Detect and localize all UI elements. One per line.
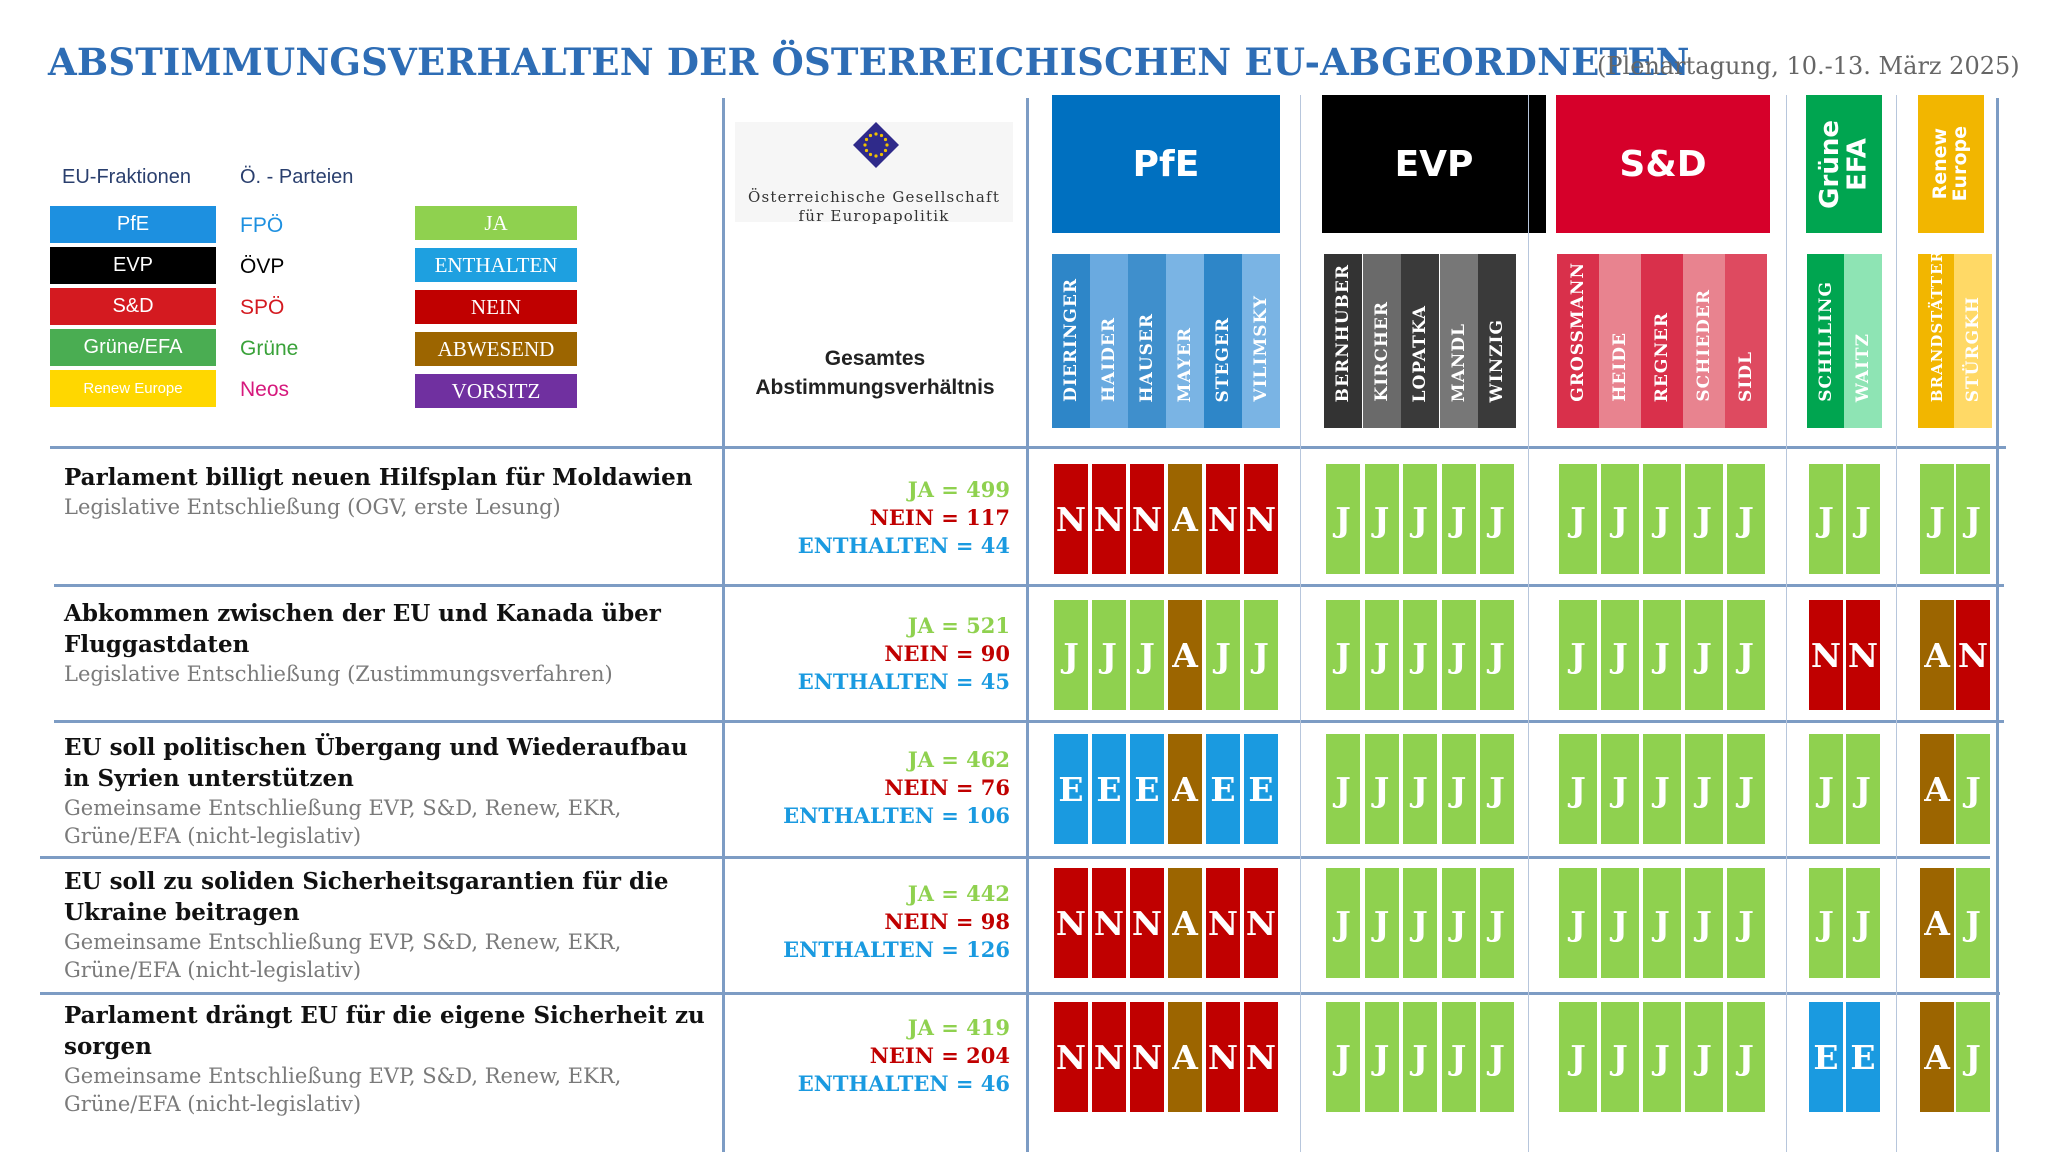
vote-cell: J [1401,732,1439,846]
column-divider [722,98,725,1152]
vote-cell: J [1641,732,1683,846]
vote-cell: J [1807,462,1845,576]
group-header-label: EVP [1394,143,1474,185]
vote-cell: N [1807,598,1845,712]
member-header-hauser [1128,254,1166,428]
vote-cell: N [1204,462,1242,576]
vote-cell: E [1204,732,1242,846]
member-name: MAYER [1175,326,1195,402]
logo-text [735,188,1013,226]
vote-cell: A [1166,462,1204,576]
overall-result-header-line-2: Abstimmungsverhältnis [755,376,995,399]
tally-enthalten: ENTHALTEN = 46 [797,1071,1010,1096]
column-divider [1026,98,1029,1152]
overall-result-header [725,344,1025,402]
vote-cell: J [1440,462,1478,576]
legend-faction-s-d: S&D [50,288,216,325]
group-divider [1528,95,1529,1152]
vote-cell: J [1363,866,1401,980]
vote-cell: J [1725,462,1767,576]
legend-parties-header: Ö. - Parteien [240,166,354,188]
agenda-item-3 [64,732,714,850]
member-header-schieder [1683,254,1725,428]
vote-cell: N [1052,866,1090,980]
vote-cell: E [1090,732,1128,846]
vote-cell: J [1440,866,1478,980]
vote-cell: J [1324,1000,1362,1114]
group-header-label: PfE [1132,143,1200,185]
legend-factions-header: EU-Fraktionen [62,166,191,188]
vote-cell: J [1807,866,1845,980]
vote-cell: N [1204,1000,1242,1114]
vote-cell: J [1599,598,1641,712]
vote-tally-5 [740,1014,1010,1098]
vote-cell: N [1090,462,1128,576]
member-name: HAIDER [1099,316,1119,402]
vote-cell: N [1242,1000,1280,1114]
vote-cell: J [1683,866,1725,980]
member-header-brandsttter [1918,248,1956,428]
vote-cell: J [1683,1000,1725,1114]
member-name: GROSSMANN [1568,262,1588,402]
vote-cell: J [1683,598,1725,712]
vote-tally-3 [740,746,1010,830]
legend-vote-abwesend: ABWESEND [415,332,577,366]
agenda-item-subtitle: Gemeinsame Entschließung EVP, S&D, Renew, EKR, Grüne/EFA (nicht-legislativ) [64,930,622,982]
vote-cell: N [1128,462,1166,576]
vote-cell: J [1557,1000,1599,1114]
member-header-sidl [1725,254,1767,428]
vote-cell: J [1954,462,1992,576]
vote-cell: J [1641,866,1683,980]
member-header-kircher [1363,254,1401,428]
tally-ja: JA = 499 [907,477,1010,502]
member-name: STEGER [1213,316,1233,402]
tally-enthalten: ENTHALTEN = 45 [797,669,1010,694]
member-name: DIERINGER [1061,278,1081,402]
member-name: SCHILLING [1816,281,1836,402]
member-header-dieringer [1052,254,1090,428]
vote-cell: A [1918,598,1956,712]
agenda-item-2 [64,598,714,688]
vote-cell: A [1918,732,1956,846]
vote-cell: E [1807,1000,1845,1114]
member-header-regner [1641,254,1683,428]
vote-cell: J [1954,1000,1992,1114]
agenda-item-5 [64,1000,714,1118]
member-name: SIDL [1736,351,1756,402]
member-name: HEIDE [1610,332,1630,402]
vote-cell: J [1954,732,1992,846]
vote-cell: J [1683,732,1725,846]
row-divider [40,856,1990,859]
legend-vote-enthalten: ENTHALTEN [415,248,577,282]
agenda-item-title: EU soll politischen Übergang und Wiederaufbau in Syrien unterstützen [64,734,688,792]
tally-enthalten: ENTHALTEN = 44 [797,533,1010,558]
vote-cell: N [1954,598,1992,712]
vote-cell: J [1363,598,1401,712]
vote-tally-1 [740,476,1010,560]
legend-party-1: FPÖ [240,214,284,237]
member-header-vilimsky [1242,254,1280,428]
vote-cell: J [1478,462,1516,576]
vote-cell: J [1128,598,1166,712]
group-header-renew-europe [1918,95,1984,233]
vote-cell: E [1052,732,1090,846]
page-subtitle: (Plenartagung, 10.-13. März 2025) [1597,52,2020,80]
group-header-pfe [1052,95,1280,233]
legend-faction-pfe: PfE [50,206,216,243]
vote-cell: J [1324,866,1362,980]
member-header-strgkh [1954,254,1992,428]
vote-cell: J [1683,462,1725,576]
vote-cell: J [1401,598,1439,712]
legend-vote-ja: JA [415,206,577,240]
agenda-item-subtitle: Legislative Entschließung (Zustimmungsverfahren) [64,662,613,686]
member-header-grossmann [1557,254,1599,428]
member-name: STÜRGKH [1963,295,1983,402]
vote-cell: J [1401,462,1439,576]
page-title: ABSTIMMUNGSVERHALTEN DER ÖSTERREICHISCHEN EU-ABGEORDNETEN [48,40,1690,84]
member-name: SCHIEDER [1694,289,1714,402]
vote-cell: N [1128,866,1166,980]
agenda-item-title: Parlament drängt EU für die eigene Sicherheit zu sorgen [64,1002,705,1060]
vote-cell: J [1725,598,1767,712]
vote-cell: J [1478,866,1516,980]
vote-cell: A [1166,732,1204,846]
overall-result-header-line-1: Gesamtes [824,347,926,370]
member-name: BRANDSTÄTTER [1928,248,1946,402]
tally-ja: JA = 462 [907,747,1010,772]
row-divider [54,584,2004,587]
tally-ja: JA = 419 [907,1015,1010,1040]
vote-cell: J [1954,866,1992,980]
member-header-haider [1090,254,1128,428]
vote-cell: J [1844,462,1882,576]
group-header-label: Renew Europe [1929,126,1971,202]
vote-cell: E [1844,1000,1882,1114]
group-header-s-d [1556,95,1770,233]
vote-cell: N [1204,866,1242,980]
vote-cell: A [1166,1000,1204,1114]
tally-nein: NEIN = 98 [884,909,1010,934]
vote-cell: J [1440,1000,1478,1114]
legend-party-3: SPÖ [240,296,285,319]
tally-nein: NEIN = 90 [884,641,1010,666]
group-header-gr-ne-efa [1806,95,1882,233]
member-header-steger [1204,254,1242,428]
row-divider [40,992,2000,995]
vote-cell: J [1725,732,1767,846]
vote-cell: N [1128,1000,1166,1114]
legend-party-5: Neos [240,378,290,401]
vote-tally-2 [740,612,1010,696]
group-header-label: S&D [1619,143,1707,185]
row-divider [54,720,2004,723]
group-divider [1896,95,1897,1152]
vote-cell: J [1599,462,1641,576]
vote-cell: J [1363,1000,1401,1114]
logo-line-1: Österreichische Gesellschaft [747,188,1001,206]
agenda-item-title: EU soll zu soliden Sicherheitsgarantien für die Ukraine beitragen [64,868,669,926]
vote-cell: J [1641,462,1683,576]
legend-faction-renew-europe: Renew Europe [50,370,216,407]
vote-cell: J [1478,598,1516,712]
vote-cell: E [1242,732,1280,846]
vote-cell: J [1557,598,1599,712]
vote-cell: N [1090,1000,1128,1114]
vote-cell: J [1557,732,1599,846]
vote-cell: J [1844,866,1882,980]
vote-cell: A [1918,1000,1956,1114]
vote-cell: J [1242,598,1280,712]
member-header-heide [1599,254,1641,428]
vote-cell: N [1052,1000,1090,1114]
tally-nein: NEIN = 204 [869,1043,1010,1068]
member-name: KIRCHER [1371,301,1392,402]
vote-cell: J [1324,598,1362,712]
member-name: MANDL [1448,322,1469,402]
member-header-lopatka [1401,254,1439,428]
legend-faction-evp: EVP [50,247,216,284]
legend-faction-gr-ne-efa: Grüne/EFA [50,329,216,366]
vote-cell: N [1242,462,1280,576]
member-header-mayer [1166,254,1204,428]
member-name: REGNER [1652,311,1672,402]
tally-ja: JA = 442 [907,881,1010,906]
agenda-item-subtitle: Gemeinsame Entschließung EVP, S&D, Renew, EKR, Grüne/EFA (nicht-legislativ) [64,1064,622,1116]
member-header-mandl [1440,254,1478,428]
vote-cell: J [1725,1000,1767,1114]
tally-ja: JA = 521 [907,613,1010,638]
tally-enthalten: ENTHALTEN = 106 [783,803,1010,828]
eu-flag-icon [853,122,899,168]
vote-cell: J [1641,1000,1683,1114]
vote-cell: J [1557,866,1599,980]
vote-cell: A [1918,866,1956,980]
member-name: VILIMSKY [1251,295,1271,402]
column-divider [1996,98,1999,1152]
vote-cell: J [1641,598,1683,712]
member-name: WINZIG [1487,318,1507,402]
group-header-evp [1322,95,1546,233]
vote-cell: J [1440,732,1478,846]
member-name: HAUSER [1137,312,1157,402]
vote-cell: J [1401,866,1439,980]
agenda-item-subtitle: Legislative Entschließung (OGV, erste Lesung) [64,495,561,519]
agenda-item-title: Abkommen zwischen der EU und Kanada über Fluggastdaten [64,600,661,658]
vote-cell: A [1166,598,1204,712]
vote-cell: J [1052,598,1090,712]
vote-cell: A [1166,866,1204,980]
member-name: LOPATKA [1410,304,1430,402]
member-name: WAITZ [1853,332,1873,402]
vote-cell: E [1128,732,1166,846]
vote-cell: J [1363,462,1401,576]
agenda-item-subtitle: Gemeinsame Entschließung EVP, S&D, Renew, EKR, Grüne/EFA (nicht-legislativ) [64,796,622,848]
vote-cell: J [1324,732,1362,846]
vote-cell: J [1557,462,1599,576]
group-header-label: Grüne EFA [1814,119,1872,209]
agenda-item-4 [64,866,714,984]
vote-cell: J [1440,598,1478,712]
vote-cell: J [1478,1000,1516,1114]
legend-party-2: ÖVP [240,255,285,278]
vote-cell: J [1090,598,1128,712]
tally-nein: NEIN = 117 [869,505,1010,530]
vote-cell: J [1363,732,1401,846]
vote-tally-4 [740,880,1010,964]
agenda-item-1 [64,462,714,521]
member-header-winzig [1478,254,1516,428]
legend-vote-vorsitz: VORSITZ [415,374,577,408]
legend-party-4: Grüne [240,337,299,360]
vote-cell: J [1204,598,1242,712]
vote-cell: N [1090,866,1128,980]
vote-cell: J [1599,732,1641,846]
group-divider [1786,95,1787,1152]
vote-cell: J [1324,462,1362,576]
legend-vote-nein: NEIN [415,290,577,324]
tally-enthalten: ENTHALTEN = 126 [783,937,1010,962]
vote-cell: J [1807,732,1845,846]
vote-cell: N [1844,598,1882,712]
organization-logo [735,122,1013,225]
member-name: BERNHUBER [1333,263,1353,402]
tally-nein: NEIN = 76 [884,775,1010,800]
vote-cell: J [1725,866,1767,980]
vote-cell: J [1478,732,1516,846]
group-divider [1300,95,1301,1152]
member-header-bernhuber [1324,254,1362,428]
vote-cell: N [1242,866,1280,980]
member-header-schilling [1807,254,1845,428]
vote-cell: J [1401,1000,1439,1114]
logo-line-2: für Europapolitik [798,207,950,225]
vote-cell: J [1599,1000,1641,1114]
vote-cell: N [1052,462,1090,576]
vote-cell: J [1918,462,1956,576]
member-header-waitz [1844,254,1882,428]
vote-cell: J [1844,732,1882,846]
vote-cell: J [1599,866,1641,980]
agenda-item-title: Parlament billigt neuen Hilfsplan für Moldawien [64,464,693,491]
